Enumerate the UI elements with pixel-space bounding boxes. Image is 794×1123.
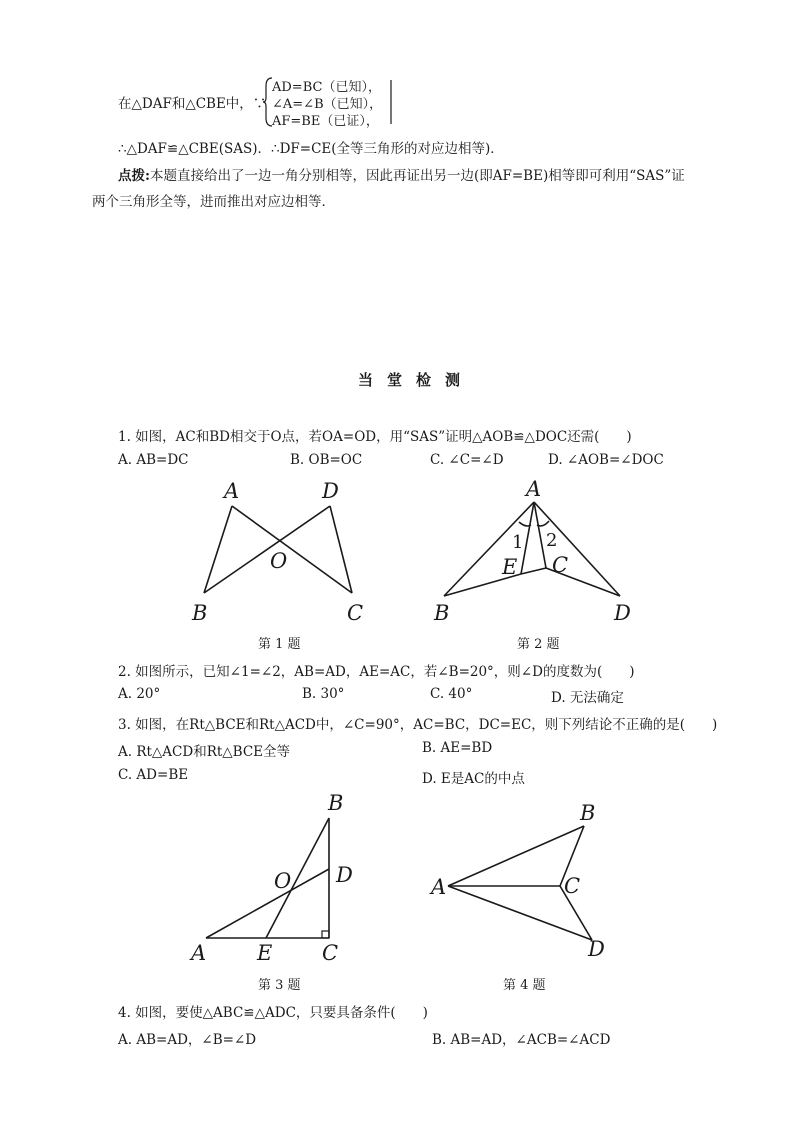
fig1-label-o: O <box>270 549 288 573</box>
q3-option-b: B. AE=BD <box>422 740 493 756</box>
fig2-label-e: E <box>502 555 518 579</box>
fig4-caption: 第 4 题 <box>503 978 546 993</box>
comment-text-1: 本题直接给出了一边一角分别相等，因此再证出另一边(即AF=BE)相等即可利用“SAS”证 <box>149 168 685 184</box>
fig2-label-d: D <box>614 601 631 625</box>
fig4-label-c: C <box>564 874 581 898</box>
q2-option-b: B. 30° <box>302 686 345 702</box>
q3-option-a: A. Rt△ACD和Rt△BCE全等 <box>118 744 291 760</box>
fig3-label-a: A <box>191 941 207 965</box>
section-title: 当堂检测 <box>358 371 475 389</box>
fig2-label-b: B <box>434 601 450 625</box>
q1-option-a: A. AB=DC <box>118 452 189 468</box>
fig1-label-b: B <box>192 601 208 625</box>
comment-line-1 <box>118 164 685 184</box>
right-bracket <box>388 76 396 128</box>
fig1-label-a: A <box>224 479 240 503</box>
figure-2 <box>430 474 640 630</box>
fig2-label-c: C <box>552 553 569 577</box>
figure-4 <box>428 800 618 966</box>
fig4-label-b: B <box>580 801 596 825</box>
comment-line-2: 两个三角形全等，进而推出对应边相等． <box>92 194 335 210</box>
proof-condition-2: ∠A=∠B（已知）， <box>272 97 383 112</box>
q4-option-b: B. AB=AD，∠ACB=∠ACD <box>432 1032 611 1048</box>
fig1-label-d: D <box>322 479 339 503</box>
figure-3 <box>186 788 366 968</box>
fig2-label-2: 2 <box>546 530 558 551</box>
q4-stem: 4. 如图，要使△ABC≌△ADC，只要具备条件( ) <box>118 1005 428 1021</box>
q1-option-d: D. ∠AOB=∠DOC <box>548 452 664 468</box>
fig3-label-o: O <box>274 869 292 893</box>
q1-option-b: B. OB=OC <box>290 452 363 468</box>
fig3-label-d: D <box>336 863 353 887</box>
fig3-caption: 第 3 题 <box>258 978 301 993</box>
proof-condition-1: AD=BC（已知）， <box>272 80 381 95</box>
q1-option-c: C. ∠C=∠D <box>430 452 504 468</box>
q3-option-d: D. E是AC的中点 <box>422 771 525 787</box>
fig3-label-b: B <box>328 791 344 815</box>
q2-option-a: A. 20° <box>118 686 161 702</box>
q2-stem: 2. 如图所示，已知∠1=∠2，AB=AD，AE=AC，若∠B=20°，则∠D的度数为( ) <box>118 664 635 680</box>
figure-1 <box>190 478 380 630</box>
q2-option-c: C. 40° <box>430 686 473 702</box>
q1-stem: 1. 如图，AC和BD相交于O点，若OA=OD，用“SAS”证明△AOB≌△DOC还需( ) <box>118 429 632 445</box>
proof-conclusion: ∴△DAF≌△CBE(SAS)．∴DF=CE(全等三角形的对应边相等)． <box>118 141 504 157</box>
q4-option-a: A. AB=AD，∠B=∠D <box>118 1032 257 1048</box>
fig4-label-a: A <box>431 875 447 899</box>
fig2-label-1: 1 <box>512 532 524 553</box>
fig1-label-c: C <box>347 601 364 625</box>
proof-condition-3: AF=BE（已证）， <box>272 114 379 129</box>
fig1-caption: 第 1 题 <box>258 637 301 652</box>
proof-intro: 在△DAF和△CBE中，∵ <box>118 96 267 112</box>
fig2-label-a: A <box>526 477 542 501</box>
fig2-caption: 第 2 题 <box>517 637 560 652</box>
fig4-label-d: D <box>588 937 605 961</box>
q3-stem: 3. 如图，在Rt△BCE和Rt△ACD中，∠C=90°，AC=BC，DC=EC，则下列结论不正确的是( ) <box>118 717 718 733</box>
comment-label: 点拨: <box>118 168 150 184</box>
fig3-label-e: E <box>257 941 273 965</box>
q3-option-c: C. AD=BE <box>118 767 189 783</box>
fig3-label-c: C <box>322 941 339 965</box>
q2-option-d: D. 无法确定 <box>551 690 624 706</box>
